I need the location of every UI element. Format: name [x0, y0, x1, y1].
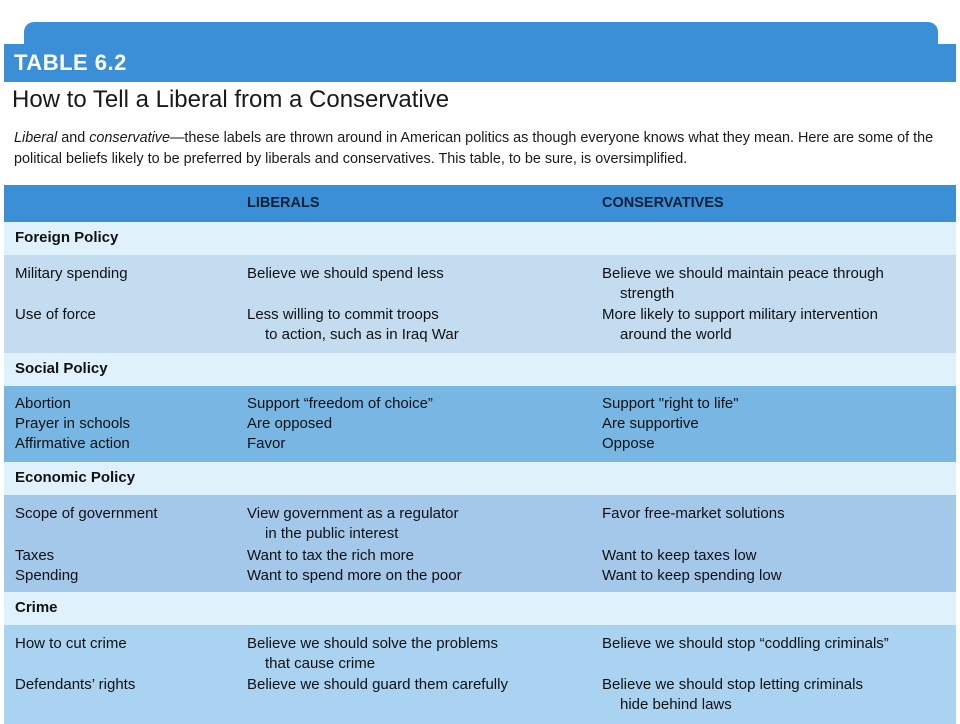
intro-em-conservative: conservative	[89, 130, 171, 146]
section-header-crime	[4, 592, 956, 625]
section-header-economic-policy	[4, 462, 956, 495]
section-body-foreign-policy	[4, 255, 956, 353]
row-conservative-line-cont: around the world	[620, 326, 732, 343]
row-liberal-line-cont: in the public interest	[265, 525, 399, 542]
row-liberal-line: Believe we should spend less	[247, 265, 444, 282]
row-conservative: Oppose	[602, 435, 655, 452]
row-liberal: Are opposed	[247, 415, 333, 432]
row-conservative-line-cont: strength	[620, 285, 675, 302]
row-liberal-line: View government as a regulator	[247, 505, 459, 522]
section-body-crime	[4, 625, 956, 724]
row-liberal-line-cont: that cause crime	[265, 655, 376, 672]
row-conservative: Want to keep taxes low	[602, 547, 757, 564]
intro-paragraph	[14, 128, 944, 170]
row-conservative-line: More likely to support military intervention	[602, 306, 878, 323]
section-title: Economic Policy	[15, 469, 136, 486]
row-liberal: Believe we should guard them carefully	[247, 676, 508, 693]
row-liberal-line: Believe we should solve the problems	[247, 635, 498, 652]
column-header-conservatives: CONSERVATIVES	[602, 195, 724, 211]
row-topic: Defendants’ rights	[15, 676, 136, 693]
row-liberal	[247, 634, 587, 674]
table-label-bar	[4, 44, 956, 82]
table-label: TABLE 6.2	[14, 50, 127, 75]
row-topic: Prayer in schools	[15, 415, 131, 432]
row-conservative	[602, 675, 942, 715]
row-topic: Abortion	[15, 395, 71, 412]
row-conservative-line: Believe we should maintain peace through	[602, 265, 884, 282]
section-title: Foreign Policy	[15, 229, 119, 246]
row-conservative-line: Believe we should stop letting criminals	[602, 676, 863, 693]
row-liberal-line-cont: to action, such as in Iraq War	[265, 326, 459, 343]
intro-text-and: and	[57, 130, 90, 146]
row-conservative-line-cont: hide behind laws	[620, 696, 732, 713]
table-title: How to Tell a Liberal from a Conservative	[12, 86, 450, 113]
row-topic: Scope of government	[15, 505, 158, 522]
row-liberal: Want to tax the rich more	[247, 547, 415, 564]
row-conservative: Support "right to life"	[602, 395, 739, 412]
section-body-social-policy	[4, 386, 956, 462]
row-conservative	[602, 305, 942, 345]
row-liberal	[247, 264, 587, 284]
intro-text-body: —these labels are thrown around in American politics as though everyone knows what they mean. Here are some of the political beliefs likely to be preferred by liberals and conservatives. This table, to be sure, is oversimplified.	[14, 130, 934, 167]
row-liberal: Support “freedom of choice”	[247, 395, 433, 412]
row-conservative: Favor free-market solutions	[602, 505, 785, 522]
row-topic: Spending	[15, 567, 79, 584]
section-body-economic-policy	[4, 495, 956, 592]
row-topic: Taxes	[15, 547, 55, 564]
row-liberal: Favor	[247, 435, 286, 452]
section-title: Crime	[15, 599, 58, 616]
row-conservative: Believe we should stop “coddling criminals”	[602, 635, 889, 652]
row-topic: How to cut crime	[15, 635, 127, 652]
row-liberal	[247, 305, 587, 345]
section-header-social-policy	[4, 353, 956, 386]
row-topic: Use of force	[15, 306, 96, 323]
column-header-row	[4, 185, 956, 222]
row-topic: Affirmative action	[15, 435, 130, 452]
row-topic: Military spending	[15, 265, 128, 282]
top-accent-bar	[24, 22, 938, 44]
section-header-foreign-policy	[4, 222, 956, 255]
column-header-liberals: LIBERALS	[247, 195, 320, 211]
row-conservative: Want to keep spending low	[602, 567, 782, 584]
row-conservative: Are supportive	[602, 415, 699, 432]
row-liberal-line: Less willing to commit troops	[247, 306, 439, 323]
row-liberal: Want to spend more on the poor	[247, 567, 462, 584]
intro-em-liberal: Liberal	[14, 130, 58, 146]
row-conservative	[602, 264, 942, 304]
section-title: Social Policy	[15, 360, 108, 377]
comparison-table	[4, 185, 956, 724]
row-liberal	[247, 504, 587, 544]
